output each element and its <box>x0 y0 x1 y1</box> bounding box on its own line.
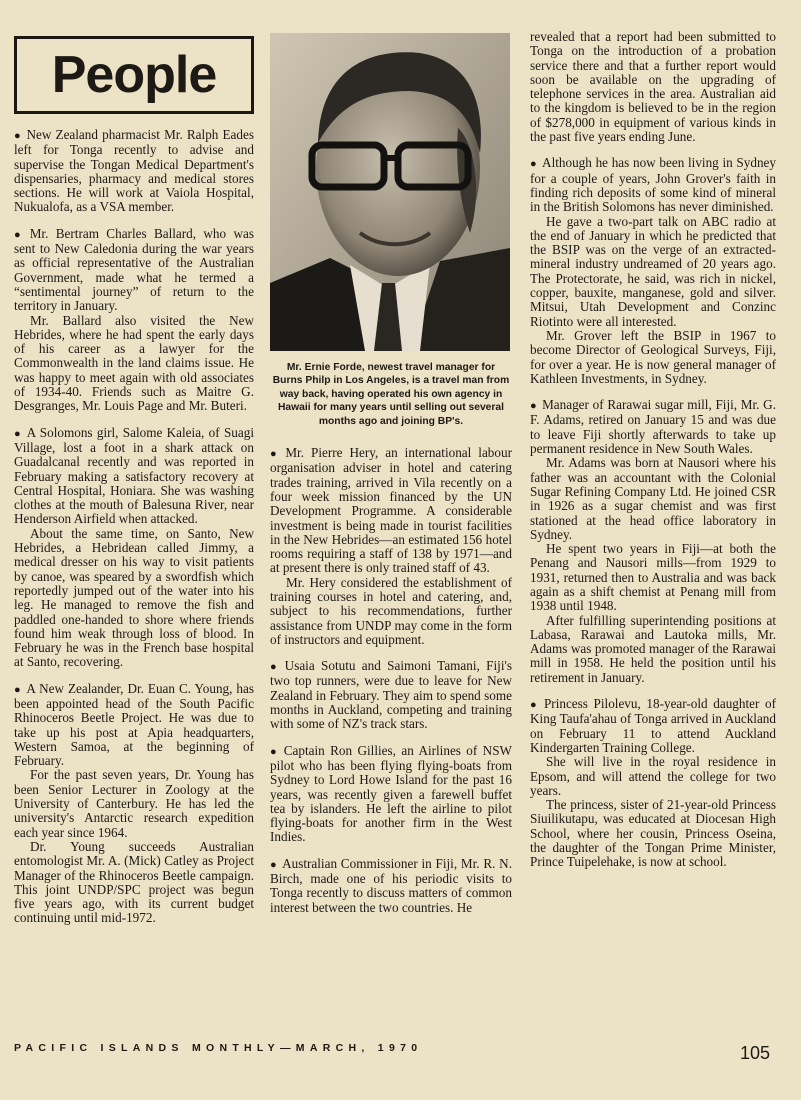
article-paragraph <box>530 156 776 214</box>
magazine-footer: PACIFIC ISLANDS MONTHLY—MARCH, 1970 <box>14 1042 423 1054</box>
column-3-body <box>530 30 776 870</box>
column-1 <box>14 30 254 1045</box>
paragraph-text: revealed that a report had been submitted to Tonga on the introduction of a probation service there and that a further report would soon be available on the upgrading of telephone services in the area. Australian aid to the kingdom is believed to be in the region of $278,000 in equipment of various kinds in the past five years ending June. <box>530 30 776 145</box>
paragraph-text: A Solomons girl, Salome Kaleia, of Suagi Village, lost a foot in a shark attack on Guadalcanal recently and was reported in February making a satisfactory recovery at Central Hospital, Honiara. She was washing clothes at the mouth of Balesuna River, near Henderson Airfield when attacked. <box>14 424 254 527</box>
page-number: 105 <box>740 1043 771 1063</box>
paragraph-text: For the past seven years, Dr. Young has been Senior Lecturer in Zoology at the University of Canterbury. He has led the university's Antarctic research expedition each year since 1964. <box>14 767 254 840</box>
article-paragraph <box>14 314 254 414</box>
article-paragraph <box>14 840 254 926</box>
paragraph-text: Manager of Rarawai sugar mill, Fiji, Mr. G. F. Adams, retired on January 15 and was due to leave Fiji shortly afterwards to take up permanent residence in New South Wales. <box>530 397 776 457</box>
bullet-icon: ● <box>270 745 279 758</box>
article-paragraph <box>530 755 776 798</box>
bullet-icon: ● <box>270 661 280 674</box>
article-paragraph <box>530 542 776 613</box>
article-paragraph <box>270 446 512 576</box>
article-paragraph <box>530 215 776 329</box>
article-paragraph <box>270 576 512 647</box>
portrait-photo <box>270 33 510 351</box>
paragraph-text: About the same time, on Santo, New Hebrides, a Hebridean called Jimmy, a medical dresser on his way to visit patients by canoe, was speared by a swordfish which reportedly jumped out of the water into his leg. He managed to remove the fish and paddled one-handed to shore where friends found him weak through loss of blood. In February he was in the French base hospital at Santo, recovering. <box>14 525 254 670</box>
photo-caption: Mr. Ernie Forde, newest travel manager for Burns Philp in Los Angeles, is a travel man from way back, having operated his own agency in Hawaii for many years until selling out several months ago and joining BP's. <box>272 362 510 427</box>
article-paragraph <box>530 697 776 755</box>
paragraph-text: Mr. Adams was born at Nausori where his father was an accountant with the Colonial Sugar Refining Company Ltd. He joined CSR in 1926 as a sugar chemist and was first stationed at the head office laboratory in Sydney. <box>530 455 776 542</box>
bullet-icon: ● <box>14 427 22 440</box>
bullet-icon: ● <box>14 228 25 241</box>
paragraph-text: Australian Commissioner in Fiji, Mr. R. N. Birch, made one of his periodic visits to Tonga recently to discuss matters of common interest between the two countries. He <box>270 855 512 915</box>
article-paragraph <box>530 329 776 386</box>
paragraph-text: Usaia Sotutu and Saimoni Tamani, Fiji's two top runners, were due to leave for New Zealand in February. They aim to spend some months in Auckland, competing and training with some of NZ's track stars. <box>270 658 512 732</box>
bullet-icon: ● <box>14 683 22 696</box>
column-1-body <box>14 128 254 926</box>
article-paragraph <box>14 527 254 670</box>
article-paragraph <box>270 659 512 731</box>
article-paragraph <box>14 227 254 314</box>
page-title: People <box>51 46 217 104</box>
article-paragraph <box>14 682 254 769</box>
paragraph-text: New Zealand pharmacist Mr. Ralph Eades left for Tonga recently to advise and supervise the Tongan Medical Department's dispensaries, pharmacy and medical stores sections. He will work at Vaiola Hospital, Nukualofa, as a VSA member. <box>14 127 254 215</box>
paragraph-text: Captain Ron Gillies, an Airlines of NSW pilot who has been flying flying-boats from Sydney to Lord Howe Island for the past 16 years, was recently given a farewell buffet tea by islanders. He left the airline to pilot flying-boats for another firm in the West Indies. <box>270 742 512 845</box>
bullet-icon: ● <box>530 400 538 413</box>
paragraph-text: Dr. Young succeeds Australian entomologist Mr. A. (Mick) Catley as Project Manager of the Rhinoceros Beetle campaign. This joint UNDP/SPC project was begun five years ago, with its current budget continuing until mid-1972. <box>14 838 254 926</box>
article-paragraph <box>14 128 254 215</box>
column-2-body <box>270 446 512 915</box>
paragraph-text: After fulfilling superintending positions at Labasa, Rarawai and Lautoka mills, Mr. Adams was promoted manager of the Rarawai mill in 1958. He held the position until his retirement in January. <box>530 612 776 685</box>
article-paragraph <box>530 798 776 869</box>
bullet-icon: ● <box>530 699 539 712</box>
paragraph-text: Mr. Pierre Hery, an international labour organisation adviser in hotel and catering trades training, arrived in Vila recently on a four week mission financed by the UN Development Programme. A considerable investment is being made in tourist facilities in the New Hebrides—an estimated 156 hotel rooms requiring a staff of 138 by 1971—and at present there is only trained staff of 43. <box>270 445 512 576</box>
paragraph-text: Princess Pilolevu, 18-year-old daughter of King Taufa'ahau of Tonga arrived in Auckland on February 11 to attend Auckland Kindergarten Training College. <box>530 696 776 755</box>
paragraph-text: Mr. Ballard also visited the New Hebrides, where he had spent the early days of his career as a lawyer for the Commonwealth in the land claims issue. He was happy to meet again with old associates of 1934-40. Friends such as Maitre G. Desgranges, Mr. Louis Page and Mr. Buteri. <box>14 312 254 414</box>
column-2 <box>270 30 512 1045</box>
paragraph-text: Although he has now been living in Sydney for a couple of years, John Grover's faith in finding rich deposits of some kind of mineral in the British Solomons has never diminished. <box>530 155 776 215</box>
paragraph-text: Mr. Hery considered the establishment of training courses in hotel and catering, and, subject to his recommendations, further assistance from UNDP may come in the form of instructors and equipment. <box>270 574 512 647</box>
paragraph-text: She will live in the royal residence in Epsom, and will attend the college for two years. <box>530 754 776 798</box>
paragraph-text: He spent two years in Fiji—at both the Penang and Nausori mills—from 1929 to 1931, returned then to Australia and was back again as a shift chemist at Penang mill from 1938 until 1948. <box>530 541 776 614</box>
paragraph-text: A New Zealander, Dr. Euan C. Young, has been appointed head of the South Pacific Rhinoceros Beetle Project. He was due to take up his post at Apia headquarters, Western Samoa, at the beginning of February. <box>14 680 254 769</box>
column-3 <box>530 30 776 1045</box>
bullet-icon: ● <box>270 448 281 461</box>
paragraph-text: Mr. Bertram Charles Ballard, who was sent to New Caledonia during the war years as official representative of the Australian Government, made what he termed a “sentimental journey” of return to the territory in January. <box>14 225 254 314</box>
bullet-icon: ● <box>270 858 278 871</box>
article-paragraph <box>270 744 512 845</box>
article-paragraph <box>530 30 776 144</box>
article-paragraph <box>530 614 776 685</box>
bullet-icon: ● <box>530 158 538 171</box>
paragraph-text: He gave a two-part talk on ABC radio at the end of January in which he predicted that the BSIP was on the verge of an extracted-mineral industry undreamed of 20 years ago. The Protectorate, he said, was rich in nickel, copper, bauxite, manganese, gold and silver. Mitsui, Utah Development and Conzinc Riotinto were all interested. <box>530 213 776 329</box>
paragraph-text: Mr. Grover left the BSIP in 1967 to become Director of Geological Surveys, Fiji, for over a year. He is now general manager of Kathleen Investments, in Sydney. <box>530 327 776 386</box>
article-paragraph <box>270 857 512 915</box>
section-title-box <box>14 36 254 114</box>
article-paragraph <box>530 398 776 456</box>
article-paragraph <box>14 768 254 839</box>
article-paragraph <box>530 456 776 542</box>
article-paragraph <box>14 426 254 527</box>
bullet-icon: ● <box>14 130 22 142</box>
paragraph-text: The princess, sister of 21-year-old Princess Siuilikutapu, was educated at Diocesan High School, where her cousin, Princess Oseina, the daughter of the Tongan Prime Minister, Prince Tuipelehake, is now at school. <box>530 797 776 870</box>
